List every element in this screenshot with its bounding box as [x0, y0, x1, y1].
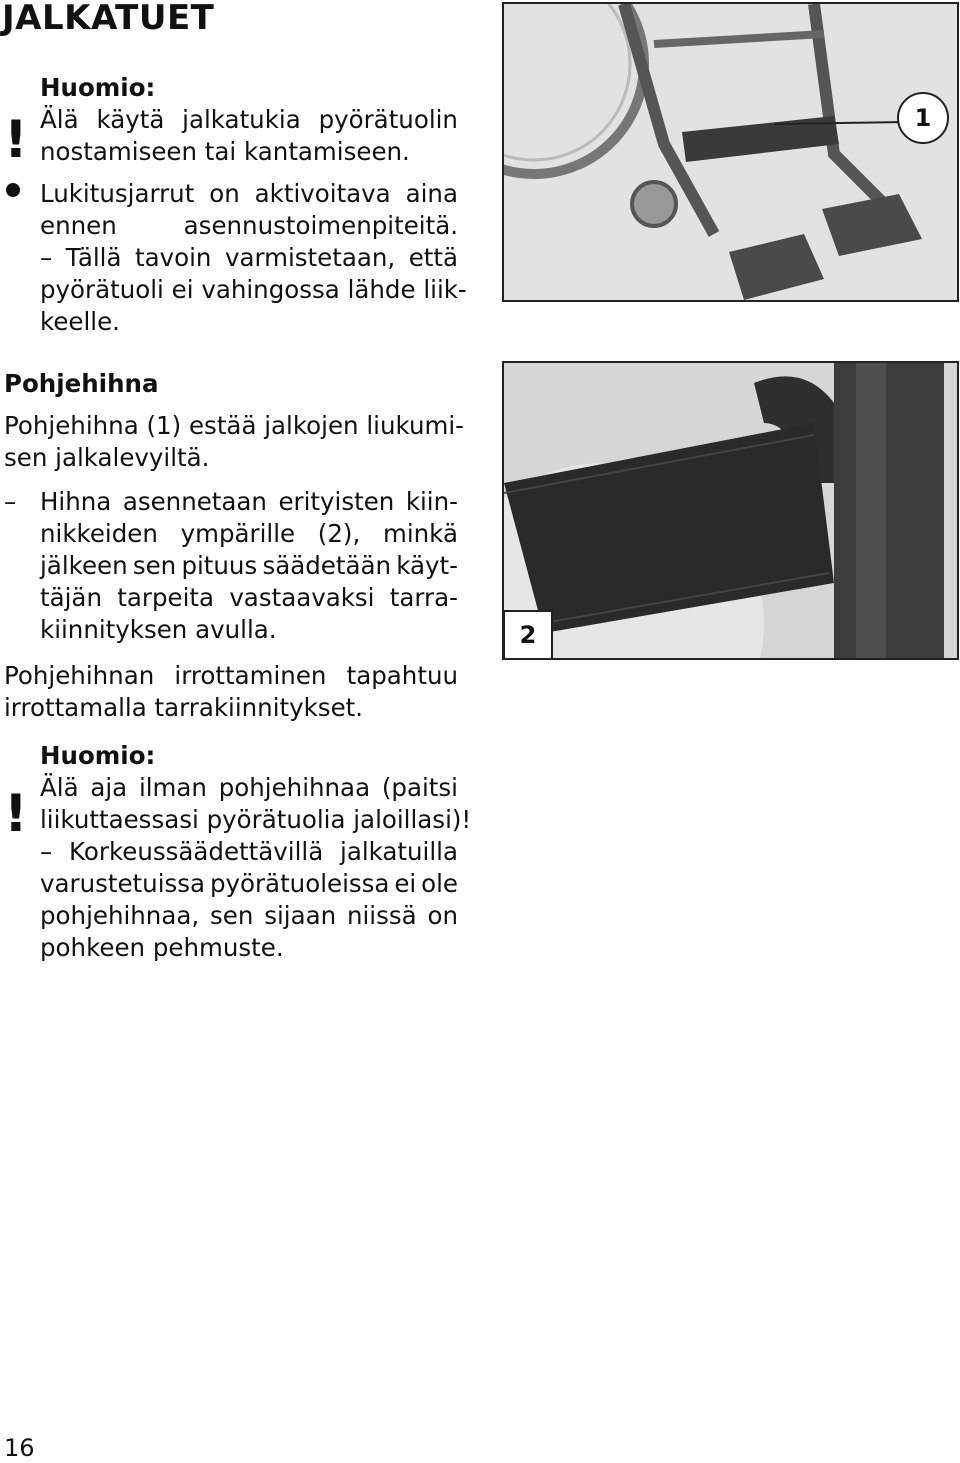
text-line: [40, 868, 458, 900]
item-dash: –: [4, 487, 17, 516]
figure-1-photo: [502, 2, 959, 302]
word: Älä: [40, 773, 79, 802]
word: asennustoimenpiteitä.: [183, 211, 458, 240]
text-line: [40, 772, 458, 804]
word: säädetään: [262, 551, 392, 580]
text-line: nostamiseen tai kantamiseen.: [40, 137, 410, 166]
word: ole: [421, 869, 458, 898]
word: niissä: [346, 901, 417, 930]
note2-heading: Huomio:: [40, 741, 156, 770]
word: ilman: [138, 773, 207, 802]
text-line: sen jalkalevyiltä.: [4, 443, 210, 472]
word: aja: [90, 773, 128, 802]
word: pohjehihnaa: [218, 773, 371, 802]
word: erityisten: [278, 487, 395, 516]
word: Pohjehihnan: [4, 661, 155, 690]
word: –: [40, 243, 53, 272]
word: (2),: [317, 519, 361, 548]
word: että: [408, 243, 458, 272]
word: sijaan: [264, 901, 337, 930]
text-line: pohkeen pehmuste.: [40, 933, 284, 962]
word: jalkatukia: [182, 105, 301, 134]
text-line: [40, 242, 458, 274]
word: pyörätuolin: [318, 105, 458, 134]
word: käyt-: [396, 551, 458, 580]
text-line: [40, 518, 458, 550]
word: vastaavaksi: [229, 583, 375, 612]
note1-heading: Huomio:: [40, 73, 156, 102]
word: on: [427, 901, 458, 930]
word: tarra-: [389, 583, 458, 612]
text-line: [40, 900, 458, 932]
word: varustetuissa: [40, 869, 206, 898]
word: jalkatuilla: [340, 837, 458, 866]
word: käytä: [96, 105, 165, 134]
text-line: [40, 178, 458, 210]
warning-icon: !: [4, 110, 28, 170]
word: Lukitusjarrut: [40, 179, 195, 208]
text-line: kiinnityksen avulla.: [40, 615, 277, 644]
word: kiin-: [405, 487, 458, 516]
word: Tällä: [65, 243, 122, 272]
text-line: Pohjehihna (1) estää jalkojen liukumi-: [4, 411, 464, 440]
word: pituus: [181, 551, 258, 580]
word: ennen: [40, 211, 117, 240]
word: ympärille: [180, 519, 296, 548]
word: jälkeen: [40, 551, 128, 580]
figure-1-label: 1: [897, 92, 949, 144]
word: irrottaminen: [174, 661, 327, 690]
word: Korkeussäädettävillä: [69, 837, 324, 866]
strap-closeup-illustration: [504, 363, 957, 658]
word: on: [209, 179, 240, 208]
wheelchair-footrest-illustration: [504, 4, 957, 300]
word: –: [40, 837, 53, 866]
text-line: [40, 104, 458, 136]
word: sen: [132, 551, 177, 580]
text-line: keelle.: [40, 307, 120, 336]
text-line: irrottamalla tarrakiinnitykset.: [4, 693, 364, 722]
section-heading: Pohjehihna: [4, 369, 159, 398]
text-line: pyörätuoli ei vahingossa lähde liik-: [40, 275, 467, 304]
word: asennetaan: [122, 487, 267, 516]
word: ei: [394, 869, 417, 898]
bullet-dot-icon: [6, 183, 20, 197]
word: nikkeiden: [40, 519, 158, 548]
figure-2-photo: [502, 361, 959, 660]
text-line: [40, 210, 458, 242]
warning-icon: !: [4, 784, 28, 844]
text-line: [40, 836, 458, 868]
text-line: liikuttaessasi pyörätuolia jaloillasi)!: [40, 805, 472, 834]
word: Älä: [40, 105, 79, 134]
word: pohjehihnaa,: [40, 901, 200, 930]
figure-2-label: 2: [503, 610, 553, 660]
word: sen: [209, 901, 254, 930]
word: (paitsi: [381, 773, 458, 802]
word: minkä: [382, 519, 458, 548]
word: tavoin: [135, 243, 212, 272]
word: Hihna: [40, 487, 112, 516]
page-title: JALKATUET: [2, 0, 215, 38]
word: tarpeita: [117, 583, 215, 612]
page-number: 16: [4, 1434, 35, 1462]
word: aina: [405, 179, 458, 208]
word: tapahtuu: [346, 661, 458, 690]
text-line: [40, 486, 458, 518]
text-line: [40, 550, 458, 582]
word: aktivoitava: [254, 179, 391, 208]
word: täjän: [40, 583, 102, 612]
text-line: [4, 660, 458, 692]
word: varmistetaan,: [224, 243, 396, 272]
text-line: [40, 582, 458, 614]
word: pyörätuoleissa: [209, 869, 390, 898]
